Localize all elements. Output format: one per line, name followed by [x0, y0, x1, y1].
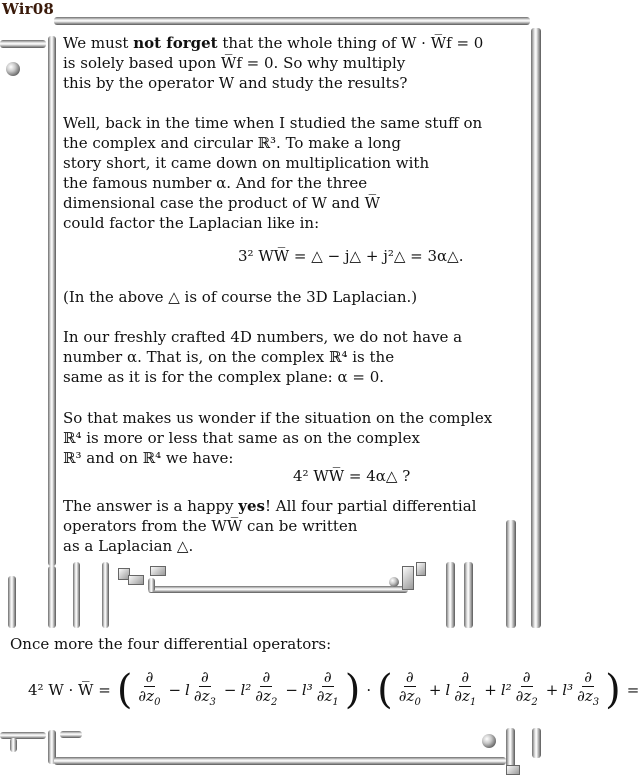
term-coefficient: l²: [500, 681, 512, 699]
formula-trailing-equals: =: [626, 681, 640, 699]
frame-right-pipe: [531, 28, 541, 628]
term-coefficient: l³: [301, 681, 313, 699]
right-partial-fraction: $\frac{\partial}{\partial z_2}$: [515, 668, 538, 708]
deco-pipe: [48, 566, 56, 628]
formula-lhs: 4² W · W̅ =: [28, 681, 111, 699]
operator-formula: [28, 667, 643, 713]
paragraph-3: (In the above △ is of course the 3D Laplacian.): [63, 288, 418, 306]
deco-pipe: [532, 728, 541, 758]
paragraph-4: In our freshly crafted 4D numbers, we do not have a number α. That is, on the complex ℝ⁴ is the same as it is for the complex plane: α = 0.: [63, 328, 463, 386]
right-terms: [395, 668, 603, 712]
right-partial-fraction: $\frac{\partial}{\partial z_0}$: [398, 668, 421, 708]
deco-tile: [416, 562, 426, 576]
dot-operator: ·: [366, 681, 372, 699]
left-paren-icon: (: [116, 667, 133, 713]
term-sign: −: [223, 681, 237, 699]
right-paren-icon: ): [344, 667, 361, 713]
frame-top-pipe: [54, 17, 530, 25]
deco-tile: [128, 575, 144, 585]
term-sign: +: [545, 681, 559, 699]
left-partial-fraction: $\frac{\partial}{\partial z_3}$: [193, 668, 216, 708]
frame-bottom-pipe: [54, 757, 506, 765]
paragraph-1: We must not forget that the whole thing of W · W̅f = 0 is solely based upon W̅f = 0. So why multiply this by the operator W and study the results?: [63, 34, 484, 92]
term-coefficient: l: [185, 681, 190, 699]
term-sign: −: [168, 681, 182, 699]
deco-pipe: [73, 562, 80, 628]
left-partial-fraction: $\frac{\partial}{\partial z_2}$: [255, 668, 278, 708]
term-coefficient: l²: [240, 681, 252, 699]
right-partial-fraction: $\frac{\partial}{\partial z_1}$: [454, 668, 477, 708]
lower-heading: Once more the four differential operators:: [10, 635, 332, 653]
deco-ball-icon: [482, 734, 496, 748]
right-partial-fraction: $\frac{\partial}{\partial z_3}$: [577, 668, 600, 708]
deco-pipe: [8, 576, 16, 628]
deco-tile: [402, 566, 414, 590]
deco-pipe: [506, 728, 515, 768]
paragraph-2: Well, back in the time when I studied the same stuff on the complex and circular ℝ³. To make a long story short, it came down on multiplication with the famous number α. And for the three dimensional case the product of W and W̅ could factor the Laplacian like in:: [63, 114, 483, 232]
paragraph-6: The answer is a happy yes! All four partial differential operators from the WW̅ can be written as a Laplacian △.: [63, 497, 477, 555]
deco-pipe: [446, 562, 455, 628]
left-partial-fraction: $\frac{\partial}{\partial z_0}$: [138, 668, 161, 708]
frame-ball-icon: [6, 62, 20, 76]
term-coefficient: l: [445, 681, 451, 699]
left-terms: [134, 668, 342, 712]
paragraph-5: So that makes us wonder if the situation on the complex ℝ⁴ is more or less that same as on the complex ℝ³ and on ℝ⁴ we have:: [63, 409, 493, 467]
deco-pipe: [464, 562, 473, 628]
deco-pipe: [148, 578, 155, 592]
right-paren-icon: ): [605, 667, 621, 713]
deco-pipe: [10, 738, 17, 752]
deco-ball-icon: [389, 577, 399, 587]
equation-1: 3² WW̅ = △ − j△ + j²△ = 3α△.: [238, 247, 464, 265]
term-sign: +: [428, 681, 442, 699]
term-sign: +: [484, 681, 497, 699]
deco-pipe: [60, 731, 82, 738]
term-coefficient: l³: [562, 681, 574, 699]
deco-pipe: [148, 586, 408, 593]
deco-pipe: [0, 732, 46, 739]
page-title: Wir08: [2, 0, 55, 18]
term-sign: −: [285, 681, 298, 699]
deco-pipe: [506, 520, 516, 628]
frame-left-stub: [0, 40, 46, 48]
equation-2: 4² WW̅ = 4α△ ?: [293, 467, 411, 485]
deco-tile: [506, 765, 520, 775]
deco-pipe: [102, 562, 109, 628]
left-paren-icon: (: [377, 667, 393, 713]
deco-tile: [150, 566, 166, 576]
left-partial-fraction: $\frac{\partial}{\partial z_1}$: [316, 668, 339, 708]
frame-left-pipe: [48, 36, 56, 566]
